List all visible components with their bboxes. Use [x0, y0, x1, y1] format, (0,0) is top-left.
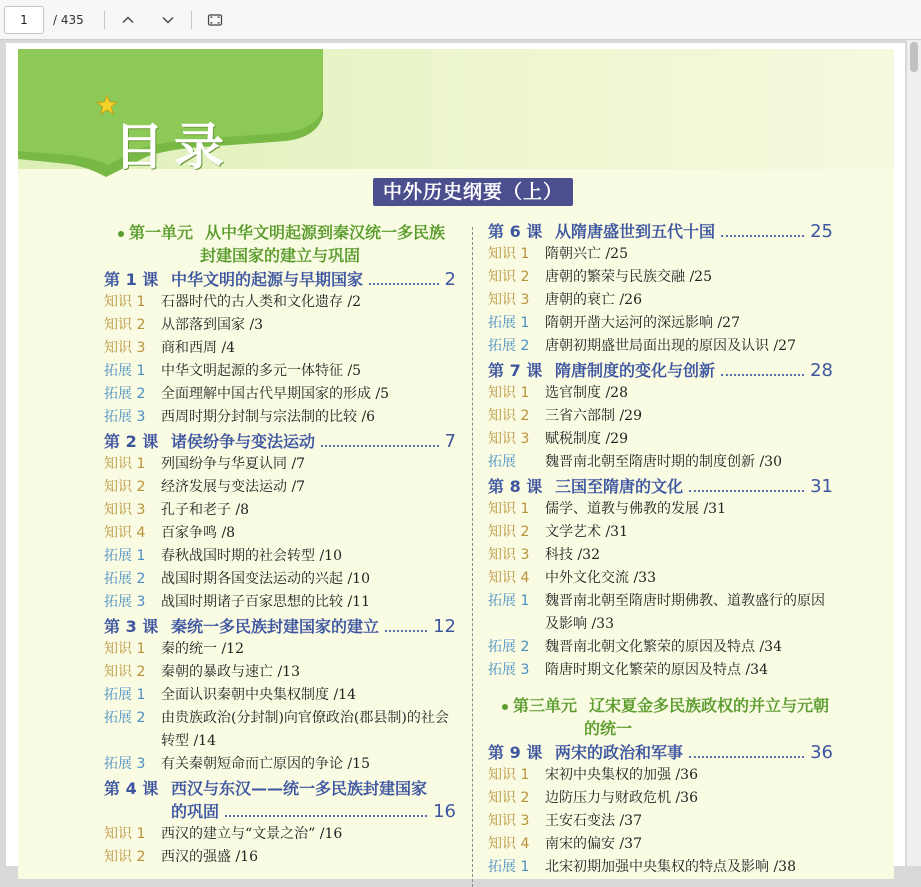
dot-leader	[225, 815, 427, 817]
item-text: 秦朝的暴政与速亡 /13	[161, 664, 300, 680]
unit-title-line2: 的统一	[584, 719, 633, 738]
item-code: 拓展 1	[488, 315, 530, 331]
item-text: 北宋初期加强中央集权的特点及影响 /38	[545, 859, 796, 875]
toc-item[interactable]	[104, 545, 456, 568]
lesson-page: 31	[810, 476, 833, 497]
toc-item[interactable]	[104, 661, 456, 684]
lesson-title: 诸侯纷争与变法运动	[171, 432, 316, 451]
item-text: 唐朝初期盛世局面出现的原因及认识 /27	[545, 338, 796, 354]
item-text: 秦的统一 /12	[161, 641, 244, 657]
item-code: 拓展 2	[104, 710, 146, 726]
toc-item[interactable]	[104, 638, 456, 661]
item-text: 中外文化交流 /33	[545, 570, 656, 586]
item-text: 魏晋南北朝文化繁荣的原因及特点 /34	[545, 639, 782, 655]
item-code: 知识 2	[104, 849, 146, 865]
toc-item[interactable]	[104, 291, 456, 314]
item-text: 全面理解中国古代早期国家的形成 /5	[161, 386, 390, 402]
item-code: 拓展 3	[104, 594, 146, 610]
toc-item[interactable]	[488, 567, 833, 590]
toc-lesson-9[interactable]	[488, 741, 833, 764]
toc-lesson-8[interactable]	[488, 475, 833, 498]
toc-item[interactable]	[104, 476, 456, 499]
toc-item[interactable]	[104, 753, 456, 776]
dot-leader	[385, 630, 427, 632]
bullet-dot	[502, 704, 508, 710]
item-code: 拓展 2	[488, 639, 530, 655]
item-code: 拓展 1	[488, 593, 530, 609]
page-content	[18, 49, 894, 879]
item-text: 儒学、道教与佛教的发展 /31	[545, 501, 726, 517]
lesson-title-line2: 的巩固	[171, 802, 220, 821]
toc-lesson-4[interactable]	[104, 777, 456, 823]
item-code: 拓展	[488, 454, 516, 470]
item-text: 西汉的强盛 /16	[161, 849, 258, 865]
toolbar-separator	[104, 11, 105, 29]
item-code: 知识 3	[488, 292, 530, 308]
item-code: 知识 3	[104, 502, 146, 518]
pdf-toolbar	[0, 0, 921, 40]
toc-item[interactable]	[104, 684, 456, 707]
item-text: 从部落到国家 /3	[161, 317, 264, 333]
item-text: 西周时期分封制与宗法制的比较 /6	[161, 409, 376, 425]
item-code: 知识 2	[104, 317, 146, 333]
item-code: 知识 1	[104, 294, 146, 310]
toc-item[interactable]	[488, 856, 833, 879]
toc-item[interactable]	[488, 810, 833, 833]
toc-item[interactable]	[104, 383, 456, 406]
lesson-title: 两宋的政治和军事	[555, 743, 684, 762]
toc-lesson-6[interactable]	[488, 220, 833, 243]
lesson-code: 第 2 课	[104, 432, 159, 451]
item-text: 隋唐时期文化繁荣的原因及特点 /34	[545, 662, 768, 678]
dot-leader	[321, 445, 439, 447]
toc-item[interactable]	[488, 659, 833, 682]
item-code: 知识 4	[488, 836, 530, 852]
item-code: 知识 3	[488, 431, 530, 447]
toc-item[interactable]	[488, 335, 833, 358]
lesson-code: 第 9 课	[488, 743, 543, 762]
lesson-page: 7	[444, 431, 456, 452]
lesson-title: 三国至隋唐的文化	[555, 477, 684, 496]
item-code: 拓展 2	[104, 571, 146, 587]
item-text: 孔子和老子 /8	[161, 502, 250, 518]
item-text: 中华文明起源的多元一体特征 /5	[161, 363, 362, 379]
item-text: 石器时代的古人类和文化遗存 /2	[161, 294, 362, 310]
lesson-title-line1: 西汉与东汉——统一多民族封建国家	[171, 779, 428, 798]
toc-lesson-2[interactable]	[104, 430, 456, 453]
lesson-title: 秦统一多民族封建国家的建立	[171, 617, 380, 636]
item-code: 知识 2	[488, 269, 530, 285]
unit-heading	[488, 694, 833, 740]
toc-item[interactable]	[104, 846, 456, 869]
toc-item[interactable]	[488, 266, 833, 289]
dot-leader	[689, 490, 804, 492]
toc-item[interactable]	[488, 521, 833, 544]
item-code: 知识 1	[104, 456, 146, 472]
lesson-code: 第 6 课	[488, 222, 543, 241]
item-code: 拓展 3	[104, 756, 146, 772]
toc-item[interactable]	[488, 382, 833, 405]
unit-code: 第三单元	[513, 696, 578, 715]
item-code: 知识 1	[488, 501, 530, 517]
toc-item[interactable]	[488, 544, 833, 567]
toc-item[interactable]	[488, 636, 833, 659]
item-text: 列国纷争与华夏认同 /7	[161, 456, 306, 472]
toc-item[interactable]	[488, 428, 833, 451]
lesson-page: 28	[810, 360, 833, 381]
unit-code: 第一单元	[129, 223, 194, 242]
lesson-code: 第 8 课	[488, 477, 543, 496]
item-code: 知识 2	[488, 790, 530, 806]
item-code: 知识 4	[488, 570, 530, 586]
lesson-code: 第 3 课	[104, 617, 159, 636]
toc-item[interactable]	[488, 405, 833, 428]
lesson-page: 16	[433, 801, 456, 822]
item-code: 知识 3	[104, 340, 146, 356]
unit-heading	[104, 221, 456, 267]
item-text: 隋朝开凿大运河的深远影响 /27	[545, 315, 740, 331]
lesson-page: 36	[810, 742, 833, 763]
toc-lesson-3[interactable]	[104, 615, 456, 638]
fit-page-icon	[207, 12, 223, 28]
item-text: 南宋的偏安 /37	[545, 836, 642, 852]
item-text: 商和西周 /4	[161, 340, 236, 356]
toc-item[interactable]	[104, 591, 456, 614]
lesson-title: 隋唐制度的变化与创新	[555, 361, 716, 380]
dot-leader	[721, 374, 804, 376]
pdf-page	[6, 43, 905, 875]
page-number-input[interactable]	[4, 6, 44, 34]
item-text: 隋朝兴亡 /25	[545, 246, 628, 262]
chevron-down-icon	[160, 12, 176, 28]
item-code: 知识 3	[488, 813, 530, 829]
item-text: 由贵族政治(分封制)向官僚政治(郡县制)的社会转型 /14	[161, 710, 449, 749]
bullet-dot	[118, 231, 124, 237]
item-code: 知识 1	[488, 767, 530, 783]
item-code: 知识 1	[488, 385, 530, 401]
toc-item[interactable]	[488, 787, 833, 810]
toc-item[interactable]	[104, 406, 456, 429]
item-code: 拓展 1	[104, 687, 146, 703]
item-text: 魏晋南北朝至隋唐时期佛教、道教盛行的原因及影响 /33	[545, 593, 825, 632]
item-code: 知识 2	[488, 524, 530, 540]
item-code: 知识 2	[104, 479, 146, 495]
item-text: 百家争鸣 /8	[161, 525, 236, 541]
lesson-code: 第 7 课	[488, 361, 543, 380]
item-code: 知识 2	[104, 664, 146, 680]
toc-item[interactable]	[104, 568, 456, 591]
lesson-title: 中华文明的起源与早期国家	[171, 270, 364, 289]
toc-lesson-1[interactable]	[104, 268, 456, 291]
dot-leader	[689, 756, 804, 758]
item-code: 拓展 1	[104, 548, 146, 564]
item-code: 拓展 2	[104, 386, 146, 402]
section-title: 中外历史纲要（上）	[373, 178, 573, 206]
item-text: 科技 /32	[545, 547, 600, 563]
lesson-page: 25	[810, 221, 833, 242]
toc-item[interactable]	[488, 451, 833, 474]
lesson-title: 从隋唐盛世到五代十国	[555, 222, 716, 241]
item-code: 拓展 1	[488, 859, 530, 875]
unit-title-line1: 从中华文明起源到秦汉统一多民族	[205, 223, 446, 242]
item-code: 拓展 2	[488, 338, 530, 354]
item-code: 拓展 3	[104, 409, 146, 425]
page-title: 目录	[114, 118, 234, 176]
lesson-page: 12	[433, 616, 456, 637]
column-divider	[472, 227, 473, 887]
item-text: 战国时期各国变法运动的兴起 /10	[161, 571, 370, 587]
dot-leader	[369, 283, 439, 285]
item-text: 文学艺术 /31	[545, 524, 628, 540]
toc-item[interactable]	[104, 360, 456, 383]
previous-page-button[interactable]	[113, 6, 143, 34]
item-text: 有关秦朝短命而亡原因的争论 /15	[161, 756, 370, 772]
toc-item[interactable]	[488, 243, 833, 266]
toc-item[interactable]	[104, 522, 456, 545]
item-code: 拓展 3	[488, 662, 530, 678]
item-code: 知识 2	[488, 408, 530, 424]
item-text: 王安石变法 /37	[545, 813, 642, 829]
toc-item[interactable]	[104, 453, 456, 476]
toc-item[interactable]	[104, 823, 456, 846]
item-text: 边防压力与财政危机 /36	[545, 790, 698, 806]
toc-right-column	[488, 219, 833, 879]
item-text: 唐朝的繁荣与民族交融 /25	[545, 269, 712, 285]
item-text: 经济发展与变法运动 /7	[161, 479, 306, 495]
toc-item[interactable]	[488, 764, 833, 787]
toc-item[interactable]	[104, 337, 456, 360]
item-code: 拓展 1	[104, 363, 146, 379]
item-text: 春秋战国时期的社会转型 /10	[161, 548, 342, 564]
toc-lesson-7[interactable]	[488, 359, 833, 382]
unit-title-line2: 封建国家的建立与巩固	[200, 246, 361, 265]
toc-item[interactable]	[488, 590, 833, 636]
unit-title-line1: 辽宋夏金多民族政权的并立与元朝	[589, 696, 830, 715]
toc-item[interactable]	[104, 707, 456, 753]
item-text: 全面认识秦朝中央集权制度 /14	[161, 687, 356, 703]
item-text: 战国时期诸子百家思想的比较 /11	[161, 594, 370, 610]
toc-item[interactable]	[488, 833, 833, 856]
lesson-code: 第 4 课	[104, 779, 159, 798]
toc-item[interactable]	[488, 312, 833, 335]
toc-item[interactable]	[488, 289, 833, 312]
toc-item[interactable]	[104, 499, 456, 522]
item-text: 唐朝的衰亡 /26	[545, 292, 642, 308]
page-total: / 435	[53, 12, 84, 27]
toc-item[interactable]	[104, 314, 456, 337]
item-text: 选官制度 /28	[545, 385, 628, 401]
next-page-button[interactable]	[153, 6, 183, 34]
toolbar-separator	[191, 11, 192, 29]
item-text: 赋税制度 /29	[545, 431, 628, 447]
item-text: 宋初中央集权的加强 /36	[545, 767, 698, 783]
scrollbar-thumb[interactable]	[910, 42, 918, 72]
item-code: 知识 1	[104, 826, 146, 842]
item-code: 知识 1	[488, 246, 530, 262]
item-code: 知识 4	[104, 525, 146, 541]
spacer	[488, 682, 833, 692]
vertical-scrollbar[interactable]	[907, 40, 921, 866]
fit-page-button[interactable]	[200, 6, 230, 34]
item-code: 知识 3	[488, 547, 530, 563]
dot-leader	[721, 235, 804, 237]
lesson-code: 第 1 课	[104, 270, 159, 289]
item-text: 三省六部制 /29	[545, 408, 642, 424]
item-code: 知识 1	[104, 641, 146, 657]
item-text: 魏晋南北朝至隋唐时期的制度创新 /30	[545, 454, 782, 470]
toc-left-column	[104, 219, 456, 869]
lesson-page: 2	[444, 269, 456, 290]
item-text: 西汉的建立与“文景之治” /16	[161, 826, 343, 842]
toc-item[interactable]	[488, 498, 833, 521]
chevron-up-icon	[120, 12, 136, 28]
